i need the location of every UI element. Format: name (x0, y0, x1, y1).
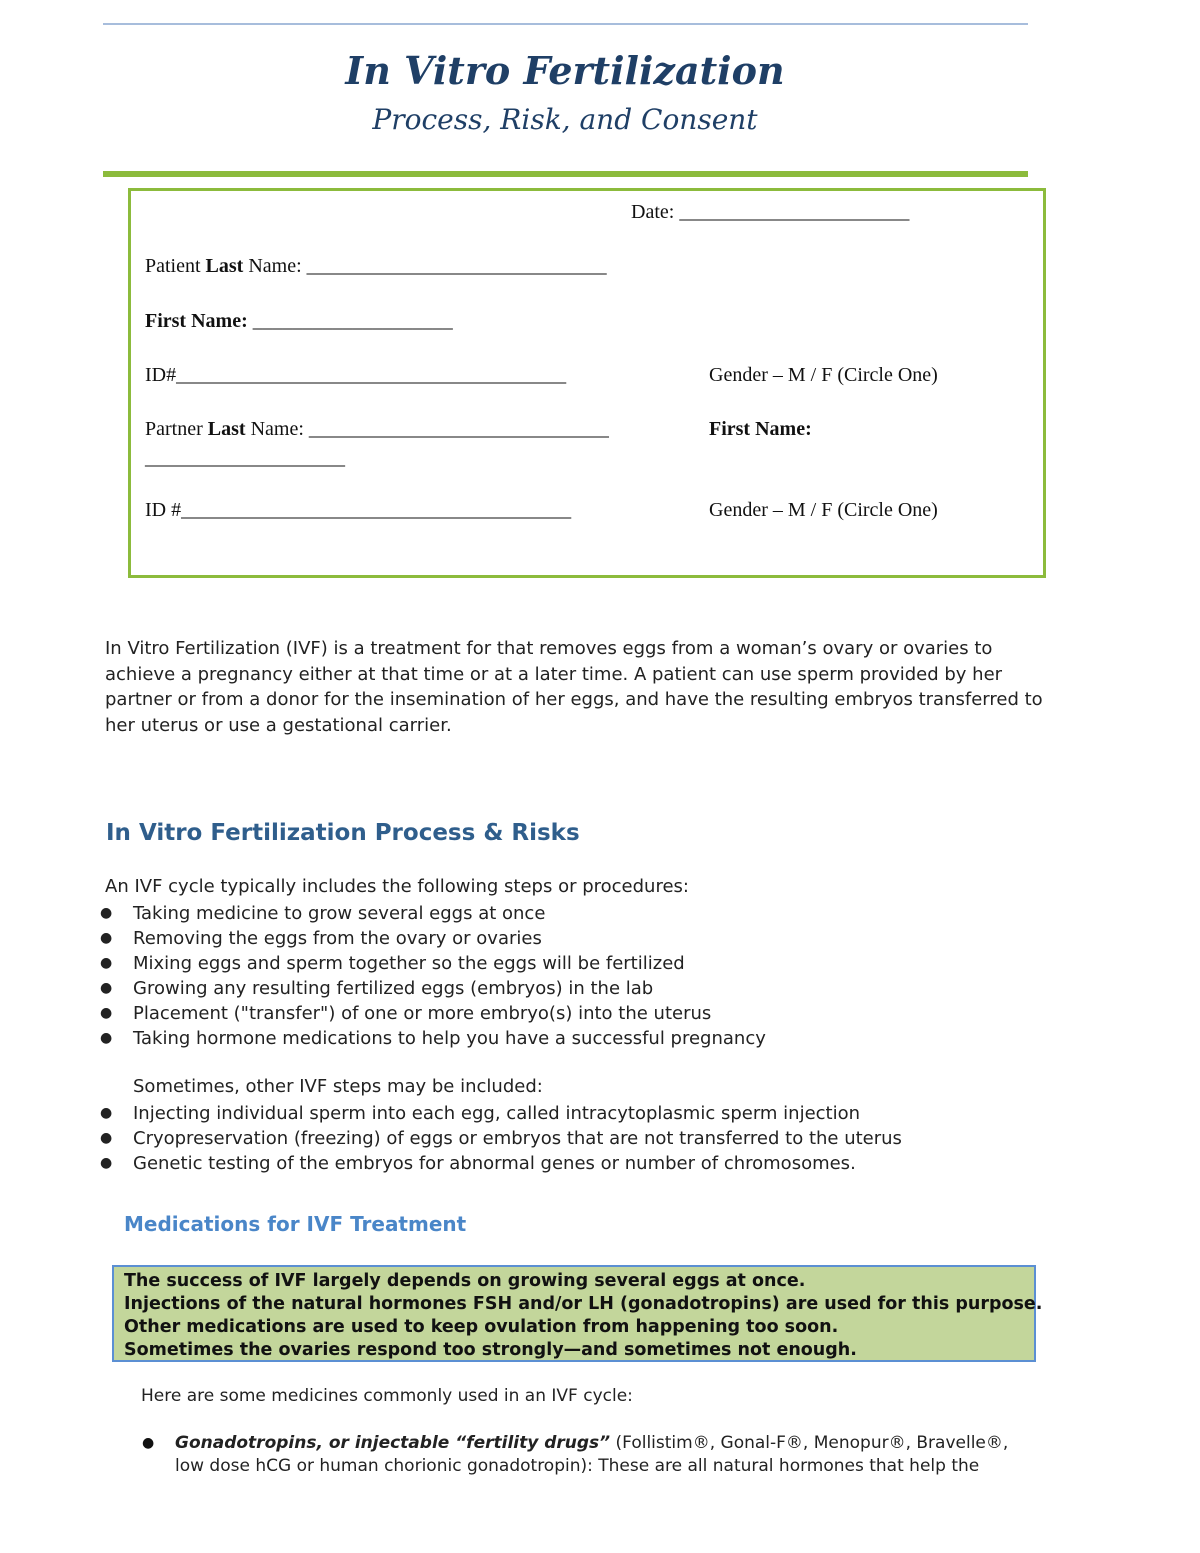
date-label: Date: (631, 201, 675, 223)
patient-last-name-field[interactable] (145, 255, 607, 278)
medication-name: Gonadotropins, or injectable “fertility drugs” (175, 1433, 611, 1453)
list-item: ● Genetic testing of the embryos for abnormal genes or number of chromosomes. (100, 1153, 856, 1174)
list-item: ● Taking hormone medications to help you have a successful pregnancy (100, 1028, 766, 1049)
first-name-label: First Name: (145, 310, 248, 332)
id-label: ID# (145, 364, 177, 386)
gender2-field[interactable]: Gender – M / F (Circle One) (709, 499, 938, 521)
bullet-icon: ● (100, 955, 113, 971)
partner-first-name-field[interactable] (709, 418, 812, 441)
patient-last-name-label: Patient Last Name: (145, 255, 302, 277)
bullet-icon: ● (142, 1435, 155, 1451)
partner-last-name-label: Partner Last Name: (145, 418, 304, 440)
list-item: ● Mixing eggs and sperm together so the eggs will be fertilized (100, 953, 685, 974)
partner-first-name-label: First Name: (709, 418, 812, 440)
partner-last-name-field[interactable] (145, 418, 609, 441)
medication-list-item (175, 1432, 1035, 1478)
date-field[interactable] (631, 201, 909, 224)
bullet-icon: ● (100, 930, 113, 946)
intro-paragraph: In Vitro Fertilization (IVF) is a treatment for that removes eggs from a woman’s ovary or ovaries to achieve a pregnancy either at that time or at a later time. A patient can use sperm provided by her partner or from a donor for the insemination of her eggs, and have the resulting embryos transferred to her uterus or use a gestational carrier. (105, 638, 1043, 736)
top-divider (103, 23, 1028, 25)
bullet-icon: ● (100, 905, 113, 921)
process-lead: An IVF cycle typically includes the following steps or procedures: (105, 876, 689, 897)
first-name-blank: ____________________ (252, 310, 453, 332)
medications-heading: Medications for IVF Treatment (124, 1212, 467, 1236)
first-name-field[interactable] (145, 310, 453, 333)
id-blank: _______________________________________ (176, 364, 567, 386)
other-steps-list (100, 1101, 902, 1176)
id-field[interactable] (145, 364, 566, 387)
patient-last-name-blank: ______________________________ (306, 255, 607, 277)
bullet-icon: ● (100, 1105, 113, 1121)
callout-line: Injections of the natural hormones FSH and/or LH (gonadotropins) are used for this purpose. (124, 1294, 1043, 1314)
process-steps-list (100, 901, 766, 1051)
date-blank: _______________________ (679, 201, 910, 223)
callout-line: Sometimes the ovaries respond too strongly—and sometimes not enough. (124, 1340, 857, 1360)
list-item: ● Growing any resulting fertilized eggs (embryos) in the lab (100, 978, 654, 999)
partner-last-name-blank: ______________________________ (308, 418, 609, 440)
callout-line: Other medications are used to keep ovulation from happening too soon. (124, 1317, 839, 1337)
id2-field[interactable] (145, 499, 571, 522)
partner-first-name-blank[interactable]: ____________________ (145, 447, 345, 469)
gender-field[interactable]: Gender – M / F (Circle One) (709, 364, 938, 386)
medication-description: (Follistim®, Gonal-F®, Menopur®, Bravelle®, low dose hCG or human chorionic gonadotropin): These are all natural hormones that help the (175, 1433, 1009, 1476)
id2-label: ID # (145, 499, 182, 521)
medications-callout (112, 1265, 1043, 1362)
bullet-icon: ● (100, 1155, 113, 1171)
process-heading: In Vitro Fertilization Process & Risks (106, 820, 580, 846)
id2-blank: _______________________________________ (181, 499, 572, 521)
bullet-icon: ● (100, 980, 113, 996)
list-item: ● Removing the eggs from the ovary or ovaries (100, 928, 542, 949)
list-item: ● Cryopreservation (freezing) of eggs or embryos that are not transferred to the uterus (100, 1128, 902, 1149)
list-item: ● Placement ("transfer") of one or more embryo(s) into the uterus (100, 1003, 712, 1024)
bullet-icon: ● (100, 1005, 113, 1021)
bullet-icon: ● (100, 1130, 113, 1146)
document-subtitle: Process, Risk, and Consent (372, 103, 758, 136)
list-item: ● Taking medicine to grow several eggs at once (100, 903, 546, 924)
title-divider (103, 171, 1028, 177)
callout-line: The success of IVF largely depends on growing several eggs at once. (124, 1271, 806, 1291)
list-item: ● Injecting individual sperm into each egg, called intracytoplasmic sperm injection (100, 1103, 861, 1124)
other-steps-lead: Sometimes, other IVF steps may be included: (133, 1076, 543, 1097)
document-title: In Vitro Fertilization (345, 48, 785, 93)
medications-lead: Here are some medicines commonly used in an IVF cycle: (141, 1386, 633, 1406)
bullet-icon: ● (100, 1030, 113, 1046)
